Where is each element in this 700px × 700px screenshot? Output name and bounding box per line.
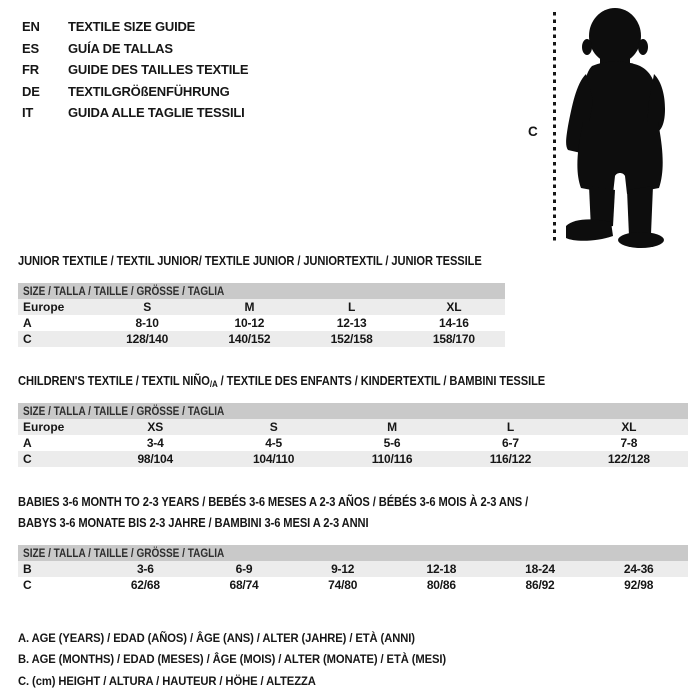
row-label: A [23, 316, 32, 330]
language-code: IT [22, 105, 34, 120]
language-row [22, 16, 248, 38]
children-title-text: / TEXTILE DES ENFANTS / KINDERTEXTIL / BAMBINI TESSILE [217, 374, 546, 388]
babies-size-table [18, 545, 688, 593]
table-cell: L [506, 420, 514, 434]
table-cell: 74/80 [328, 578, 358, 592]
table-cell: 6-9 [235, 562, 253, 576]
table-cell: 92/98 [624, 578, 654, 592]
language-code: ES [22, 40, 39, 56]
table-cell: 8-10 [135, 316, 159, 330]
language-label: GUIDA ALLE TAGLIE TESSILI [68, 105, 245, 120]
children-title-subscript: /A [209, 379, 218, 389]
table-cell: 9-12 [331, 562, 355, 576]
table-cell: 110/116 [371, 452, 413, 466]
table-cell: 12-18 [426, 562, 457, 576]
row-label: Europe [23, 300, 65, 314]
size-header-band [18, 403, 688, 419]
language-row [22, 59, 248, 81]
table-cell: M [387, 420, 397, 434]
babies-section-title [18, 492, 528, 533]
table-cell: S [269, 420, 278, 434]
size-header-band [18, 283, 505, 299]
language-row [22, 38, 248, 60]
table-cell: 62/68 [130, 578, 160, 592]
junior-size-table [18, 283, 505, 347]
language-label: GUIDE DES TAILLES TEXTILE [68, 62, 249, 77]
table-cell: M [244, 300, 255, 314]
table-cell: 80/86 [426, 578, 456, 592]
height-measure-label: C [528, 124, 538, 139]
junior-section-title: JUNIOR TEXTILE / TEXTIL JUNIOR/ TEXTILE JUNIOR / JUNIORTEXTIL / JUNIOR TESSILE [18, 254, 482, 268]
table-row [18, 299, 505, 315]
language-code: DE [22, 83, 40, 99]
table-cell: 12-13 [336, 316, 367, 330]
language-title-list [22, 16, 248, 124]
table-cell: 18-24 [525, 562, 555, 576]
table-row [18, 315, 505, 331]
table-cell: 7-8 [620, 436, 638, 450]
footnote-age-months: B. AGE (MONTHS) / EDAD (MESES) / ÂGE (MOIS) / ALTER (MONATE) / ETÀ (MESI) [18, 652, 447, 667]
table-cell: 4-5 [265, 436, 282, 450]
footnote-age-years: A. AGE (YEARS) / EDAD (AÑOS) / ÂGE (ANS) / ALTER (JAHRE) / ETÀ (ANNI) [18, 631, 415, 645]
table-row [18, 419, 688, 435]
table-cell: 14-16 [439, 316, 469, 330]
table-cell: 5-6 [383, 436, 401, 450]
row-label: A [23, 436, 32, 450]
table-cell: 116/122 [489, 452, 532, 466]
table-cell: 158/170 [432, 332, 475, 346]
language-code: FR [22, 62, 39, 77]
table-cell: 86/92 [525, 578, 555, 592]
table-cell: 140/152 [228, 332, 271, 346]
table-row [18, 577, 688, 593]
table-cell: 68/74 [229, 578, 259, 592]
table-row [18, 561, 688, 577]
table-cell: 3-6 [136, 562, 154, 576]
legend-footnotes [18, 628, 483, 692]
footnote-height-cm: C. (cm) HEIGHT / ALTURA / HAUTEUR / HÖHE / ALTEZZA [18, 673, 316, 688]
table-row [18, 451, 688, 467]
size-header-text: SIZE / TALLA / TAILLE / GRÖSSE / TAGLIA [23, 284, 225, 298]
table-cell: 24-36 [623, 562, 654, 576]
language-code: EN [22, 19, 40, 34]
size-header-band [18, 545, 688, 561]
table-row [18, 435, 688, 451]
baby-silhouette-icon [556, 6, 696, 248]
babies-title-line2: BABYS 3-6 MONATE BIS 2-3 JAHRE / BAMBINI 3-6 MESI A 2-3 ANNI [18, 515, 369, 530]
children-size-table [18, 403, 688, 467]
table-cell: 98/104 [137, 452, 173, 466]
row-label: Europe [23, 420, 65, 434]
row-label: C [23, 452, 32, 466]
children-title-text: CHILDREN'S TEXTILE / TEXTIL NIÑO [18, 374, 210, 388]
language-row [22, 81, 248, 103]
row-label: B [23, 562, 32, 576]
size-header-text: SIZE / TALLA / TAILLE / GRÖSSE / TAGLIA [23, 546, 225, 560]
row-label: C [23, 578, 32, 592]
table-cell: 122/128 [607, 452, 650, 466]
table-cell: XL [446, 300, 462, 314]
table-cell: 104/110 [252, 452, 295, 466]
table-cell: 3-4 [146, 436, 164, 450]
table-cell: 152/158 [330, 332, 373, 346]
table-cell: 10-12 [234, 316, 265, 330]
babies-title-line1: BABIES 3-6 MONTH TO 2-3 YEARS / BEBÉS 3-6 MESES A 2-3 AÑOS / BÉBÉS 3-6 MOIS À 2-3 ANS / [18, 495, 529, 509]
table-cell: L [348, 300, 356, 314]
table-row [18, 331, 505, 347]
language-row [22, 102, 248, 124]
table-cell: XL [621, 420, 637, 434]
language-label: TEXTILGRÖßENFÜHRUNG [68, 83, 230, 99]
row-label: C [23, 332, 32, 346]
language-label: TEXTILE SIZE GUIDE [68, 19, 196, 34]
table-cell: XS [147, 420, 163, 434]
children-section-title [18, 374, 545, 391]
table-cell: S [143, 300, 152, 314]
language-label: GUÍA DE TALLAS [68, 40, 173, 56]
table-cell: 128/140 [126, 332, 169, 346]
size-header-text: SIZE / TALLA / TAILLE / GRÖSSE / TAGLIA [23, 404, 225, 418]
table-cell: 6-7 [502, 436, 519, 450]
